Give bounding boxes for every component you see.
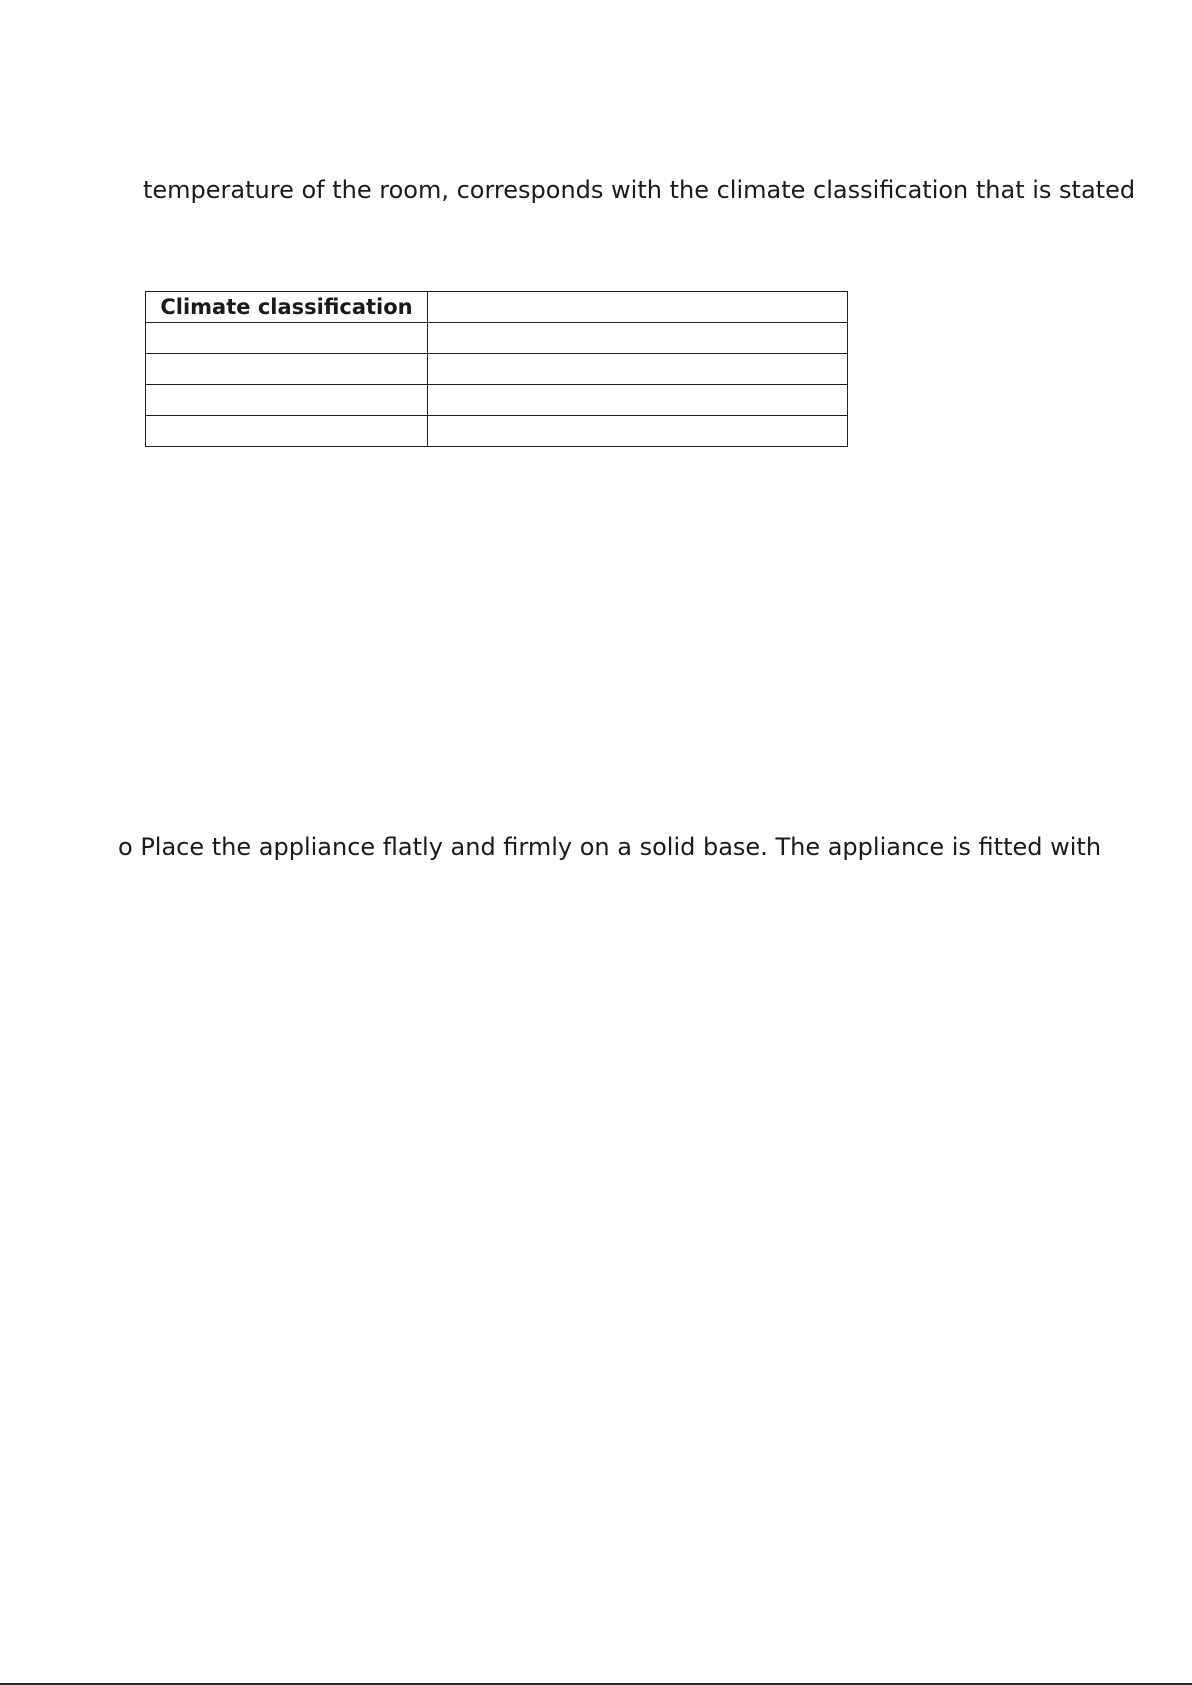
table-cell	[428, 354, 848, 385]
table-row	[146, 385, 848, 416]
table-cell	[146, 385, 428, 416]
body-text-line: temperature of the room, corresponds with the climate classification that is stated	[143, 176, 1136, 204]
table-cell	[146, 354, 428, 385]
table-cell	[428, 416, 848, 447]
table-row	[146, 323, 848, 354]
table-header-row	[146, 292, 848, 323]
table-row	[146, 416, 848, 447]
table-row	[146, 354, 848, 385]
climate-classification-table	[145, 291, 848, 447]
body-text-line: o Place the appliance flatly and firmly on a solid base. The appliance is fitted with	[118, 833, 1102, 861]
table-cell	[428, 323, 848, 354]
table-header-cell	[428, 292, 848, 323]
table-cell	[146, 416, 428, 447]
table-cell	[146, 323, 428, 354]
table-cell	[428, 385, 848, 416]
table-header-cell: Climate classification	[146, 292, 428, 323]
